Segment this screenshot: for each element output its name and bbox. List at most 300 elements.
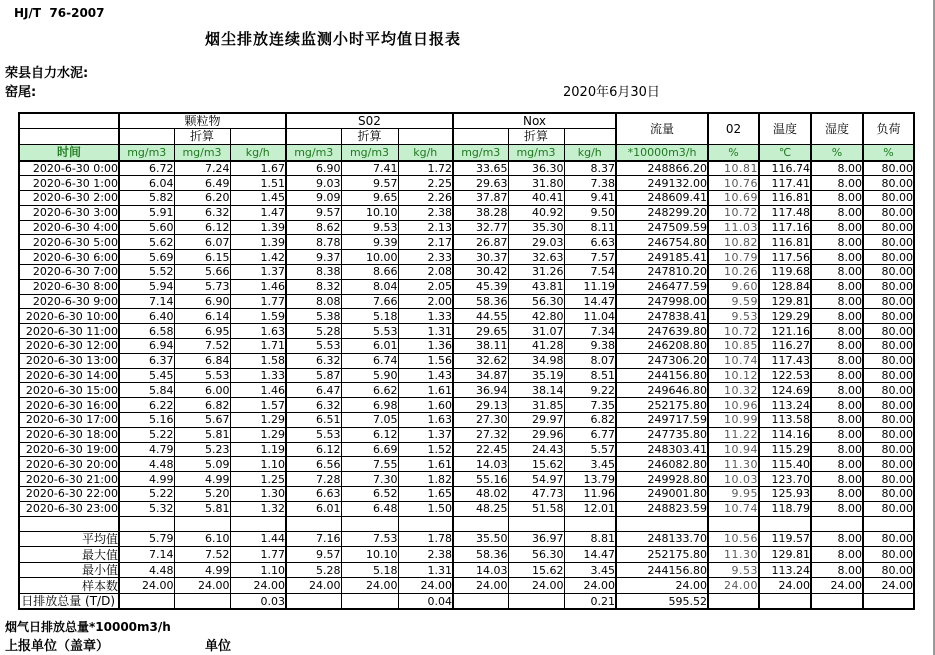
table-row <box>19 235 914 250</box>
value-cell: 11.03 <box>708 220 759 235</box>
unit-percent: % <box>811 144 863 161</box>
value-cell <box>811 516 863 531</box>
value-cell: 6.98 <box>341 398 398 413</box>
header-humidity: 湿度 <box>811 113 863 144</box>
value-cell <box>453 516 508 531</box>
time-cell: 2020-6-30 12:00 <box>19 339 119 354</box>
value-cell: 8.00 <box>811 501 863 516</box>
value-cell: 6.94 <box>119 339 174 354</box>
row-label-cell: 日排放总量 (T/D) <box>19 594 119 610</box>
value-cell: 7.24 <box>174 161 230 176</box>
value-cell: 248299.20 <box>616 205 708 220</box>
value-cell: 31.07 <box>508 324 564 339</box>
value-cell: 80.00 <box>863 383 914 398</box>
value-cell: 80.00 <box>863 442 914 457</box>
value-cell: 8.00 <box>811 562 863 578</box>
table-row <box>19 279 914 294</box>
value-cell: 1.10 <box>230 457 286 472</box>
value-cell: 6.63 <box>286 487 341 502</box>
row-label-cell: 最小值 <box>19 562 119 578</box>
value-cell: 6.63 <box>564 235 616 250</box>
value-cell: 80.00 <box>863 205 914 220</box>
value-cell: 7.28 <box>286 472 341 487</box>
value-cell: 6.32 <box>286 353 341 368</box>
value-cell: 9.37 <box>286 250 341 265</box>
value-cell: 10.32 <box>708 383 759 398</box>
time-cell: 2020-6-30 14:00 <box>19 368 119 383</box>
value-cell: 14.47 <box>564 547 616 563</box>
value-cell: 8.51 <box>564 368 616 383</box>
value-cell <box>286 516 341 531</box>
table-row <box>19 472 914 487</box>
value-cell: 1.31 <box>398 324 453 339</box>
value-cell: 1.78 <box>398 531 453 547</box>
value-cell: 9.41 <box>564 191 616 206</box>
header-so2: S02 <box>286 113 453 128</box>
time-cell: 2020-6-30 5:00 <box>19 235 119 250</box>
value-cell: 117.48 <box>759 205 811 220</box>
value-cell: 6.15 <box>174 250 230 265</box>
value-cell: 1.47 <box>230 205 286 220</box>
value-cell: 29.97 <box>508 413 564 428</box>
value-cell: 7.57 <box>564 250 616 265</box>
time-cell: 2020-6-30 6:00 <box>19 250 119 265</box>
value-cell: 8.00 <box>811 235 863 250</box>
time-cell: 2020-6-30 19:00 <box>19 442 119 457</box>
report-date: 2020年6月30日 <box>563 85 660 100</box>
value-cell: 6.74 <box>341 353 398 368</box>
value-cell: 248866.20 <box>616 161 708 176</box>
value-cell: 48.25 <box>453 501 508 516</box>
value-cell: 45.39 <box>453 279 508 294</box>
value-cell: 121.16 <box>759 324 811 339</box>
row-label-cell: 样本数 <box>19 578 119 594</box>
value-cell: 38.28 <box>453 205 508 220</box>
value-cell: 8.00 <box>811 161 863 176</box>
value-cell: 8.00 <box>811 353 863 368</box>
blank-cell <box>564 128 616 144</box>
value-cell: 128.84 <box>759 279 811 294</box>
time-cell: 2020-6-30 16:00 <box>19 398 119 413</box>
value-cell: 34.98 <box>508 353 564 368</box>
table-row <box>19 487 914 502</box>
value-cell <box>708 516 759 531</box>
value-cell <box>759 594 811 610</box>
value-cell: 24.00 <box>508 578 564 594</box>
value-cell: 6.01 <box>341 339 398 354</box>
value-cell: 1.67 <box>230 161 286 176</box>
value-cell: 27.30 <box>453 413 508 428</box>
header-o2: 02 <box>708 113 759 144</box>
value-cell: 252175.80 <box>616 547 708 563</box>
value-cell: 8.81 <box>564 531 616 547</box>
value-cell: 1.56 <box>398 353 453 368</box>
value-cell: 5.67 <box>174 413 230 428</box>
value-cell: 5.81 <box>174 427 230 442</box>
table-row <box>19 353 914 368</box>
value-cell: 35.30 <box>508 220 564 235</box>
value-cell: 5.32 <box>119 501 174 516</box>
value-cell: 36.97 <box>508 531 564 547</box>
value-cell: 9.57 <box>341 176 398 191</box>
value-cell: 5.53 <box>286 339 341 354</box>
value-cell: 58.36 <box>453 294 508 309</box>
value-cell: 1.72 <box>398 161 453 176</box>
time-cell: 2020-6-30 1:00 <box>19 176 119 191</box>
monitoring-table <box>18 112 915 610</box>
value-cell: 24.00 <box>341 578 398 594</box>
value-cell: 80.00 <box>863 191 914 206</box>
value-cell: 6.90 <box>286 161 341 176</box>
value-cell: 1.65 <box>398 487 453 502</box>
value-cell: 5.53 <box>341 324 398 339</box>
unit-label: 单位 <box>205 639 232 654</box>
value-cell: 5.91 <box>119 205 174 220</box>
value-cell: 115.29 <box>759 442 811 457</box>
value-cell: 116.81 <box>759 235 811 250</box>
value-cell: 6.12 <box>174 220 230 235</box>
value-cell: 8.00 <box>811 205 863 220</box>
value-cell: 6.32 <box>286 398 341 413</box>
value-cell: 12.01 <box>564 501 616 516</box>
value-cell: 116.81 <box>759 191 811 206</box>
value-cell: 8.00 <box>811 398 863 413</box>
value-cell: 5.90 <box>341 368 398 383</box>
value-cell: 80.00 <box>863 547 914 563</box>
value-cell: 38.11 <box>453 339 508 354</box>
value-cell: 80.00 <box>863 161 914 176</box>
value-cell <box>230 516 286 531</box>
blank-cell <box>19 128 119 144</box>
value-cell: 2.26 <box>398 191 453 206</box>
value-cell: 80.00 <box>863 235 914 250</box>
value-cell: 26.87 <box>453 235 508 250</box>
value-cell: 10.72 <box>708 205 759 220</box>
value-cell: 1.57 <box>230 398 286 413</box>
value-cell: 80.00 <box>863 427 914 442</box>
value-cell <box>341 516 398 531</box>
value-cell: 29.65 <box>453 324 508 339</box>
value-cell: 118.79 <box>759 501 811 516</box>
value-cell <box>616 516 708 531</box>
value-cell: 80.00 <box>863 531 914 547</box>
value-cell: 54.97 <box>508 472 564 487</box>
value-cell: 80.00 <box>863 413 914 428</box>
value-cell: 10.10 <box>341 205 398 220</box>
table-row <box>19 457 914 472</box>
value-cell: 1.77 <box>230 294 286 309</box>
value-cell: 5.45 <box>119 368 174 383</box>
page-title: 烟尘排放连续监测小时平均值日报表 <box>205 30 462 48</box>
value-cell: 1.32 <box>230 501 286 516</box>
value-cell: 35.19 <box>508 368 564 383</box>
value-cell: 58.36 <box>453 547 508 563</box>
value-cell: 244156.80 <box>616 368 708 383</box>
value-cell: 6.72 <box>119 161 174 176</box>
value-cell <box>119 594 174 610</box>
value-cell: 7.05 <box>341 413 398 428</box>
blank-cell <box>398 128 453 144</box>
value-cell: 24.00 <box>863 578 914 594</box>
value-cell: 31.80 <box>508 176 564 191</box>
value-cell: 249001.80 <box>616 487 708 502</box>
value-cell: 6.32 <box>174 205 230 220</box>
value-cell: 1.33 <box>398 309 453 324</box>
value-cell: 80.00 <box>863 324 914 339</box>
row-label-cell <box>19 516 119 531</box>
value-cell: 10.81 <box>708 161 759 176</box>
value-cell: 14.47 <box>564 294 616 309</box>
value-cell: 9.60 <box>708 279 759 294</box>
summary-row <box>19 578 914 594</box>
value-cell: 8.37 <box>564 161 616 176</box>
value-cell: 1.37 <box>398 427 453 442</box>
value-cell: 40.41 <box>508 191 564 206</box>
unit-kgh: kg/h <box>564 144 616 161</box>
value-cell: 6.62 <box>341 383 398 398</box>
value-cell: 11.04 <box>564 309 616 324</box>
value-cell: 6.82 <box>174 398 230 413</box>
value-cell: 6.58 <box>119 324 174 339</box>
header-load: 负荷 <box>863 113 914 144</box>
unit-flow: *10000m3/h <box>616 144 708 161</box>
value-cell: 9.09 <box>286 191 341 206</box>
table-row <box>19 339 914 354</box>
value-cell: 1.51 <box>230 176 286 191</box>
value-cell: 7.52 <box>174 339 230 354</box>
value-cell: 1.43 <box>398 368 453 383</box>
value-cell <box>508 594 564 610</box>
value-cell: 10.03 <box>708 472 759 487</box>
value-cell: 10.74 <box>708 501 759 516</box>
value-cell: 80.00 <box>863 339 914 354</box>
summary-row <box>19 594 914 610</box>
time-cell: 2020-6-30 13:00 <box>19 353 119 368</box>
value-cell: 48.02 <box>453 487 508 502</box>
value-cell: 7.30 <box>341 472 398 487</box>
value-cell: 595.52 <box>616 594 708 610</box>
value-cell: 247306.20 <box>616 353 708 368</box>
value-cell: 29.63 <box>453 176 508 191</box>
value-cell: 8.62 <box>286 220 341 235</box>
value-cell: 5.23 <box>174 442 230 457</box>
header-nox-converted: 折算 <box>508 128 564 144</box>
value-cell: 129.81 <box>759 294 811 309</box>
value-cell: 5.87 <box>286 368 341 383</box>
value-cell: 117.43 <box>759 353 811 368</box>
value-cell: 117.41 <box>759 176 811 191</box>
value-cell: 80.00 <box>863 562 914 578</box>
unit-percent: % <box>708 144 759 161</box>
value-cell: 8.00 <box>811 339 863 354</box>
value-cell: 6.04 <box>119 176 174 191</box>
value-cell: 1.61 <box>398 457 453 472</box>
table-row <box>19 413 914 428</box>
value-cell: 40.92 <box>508 205 564 220</box>
unit-mgm3: mg/m3 <box>341 144 398 161</box>
unit-mgm3: mg/m3 <box>286 144 341 161</box>
value-cell: 6.01 <box>286 501 341 516</box>
value-cell: 29.96 <box>508 427 564 442</box>
value-cell: 1.77 <box>230 547 286 563</box>
value-cell: 6.10 <box>174 531 230 547</box>
value-cell: 10.79 <box>708 250 759 265</box>
value-cell: 246208.80 <box>616 339 708 354</box>
value-cell: 8.00 <box>811 176 863 191</box>
value-cell: 7.14 <box>119 547 174 563</box>
value-cell: 248609.41 <box>616 191 708 206</box>
value-cell: 14.03 <box>453 562 508 578</box>
value-cell <box>174 594 230 610</box>
value-cell: 34.87 <box>453 368 508 383</box>
value-cell: 35.50 <box>453 531 508 547</box>
table-row <box>19 220 914 235</box>
table-row <box>19 176 914 191</box>
value-cell: 9.39 <box>341 235 398 250</box>
value-cell: 8.38 <box>286 265 341 280</box>
value-cell: 5.84 <box>119 383 174 398</box>
value-cell: 2.33 <box>398 250 453 265</box>
value-cell: 41.28 <box>508 339 564 354</box>
value-cell: 2.05 <box>398 279 453 294</box>
value-cell: 5.52 <box>119 265 174 280</box>
value-cell: 247998.00 <box>616 294 708 309</box>
value-cell: 56.30 <box>508 547 564 563</box>
value-cell: 8.00 <box>811 383 863 398</box>
value-cell: 8.00 <box>811 324 863 339</box>
value-cell: 80.00 <box>863 457 914 472</box>
value-cell: 10.69 <box>708 191 759 206</box>
value-cell: 246082.80 <box>616 457 708 472</box>
value-cell: 44.55 <box>453 309 508 324</box>
value-cell: 24.00 <box>398 578 453 594</box>
value-cell: 10.12 <box>708 368 759 383</box>
value-cell: 125.93 <box>759 487 811 502</box>
value-cell: 8.00 <box>811 191 863 206</box>
value-cell: 8.00 <box>811 250 863 265</box>
value-cell: 31.26 <box>508 265 564 280</box>
value-cell: 1.37 <box>230 265 286 280</box>
value-cell: 47.73 <box>508 487 564 502</box>
value-cell: 7.14 <box>119 294 174 309</box>
value-cell: 8.00 <box>811 265 863 280</box>
value-cell: 4.48 <box>119 457 174 472</box>
value-cell: 29.13 <box>453 398 508 413</box>
time-cell: 2020-6-30 10:00 <box>19 309 119 324</box>
value-cell: 7.54 <box>564 265 616 280</box>
row-label-cell: 最大值 <box>19 547 119 563</box>
value-cell <box>174 516 230 531</box>
value-cell: 8.00 <box>811 442 863 457</box>
value-cell: 1.39 <box>230 235 286 250</box>
value-cell: 14.03 <box>453 457 508 472</box>
unit-celsius: ℃ <box>759 144 811 161</box>
value-cell: 249928.80 <box>616 472 708 487</box>
value-cell: 1.42 <box>230 250 286 265</box>
value-cell: 9.53 <box>708 562 759 578</box>
value-cell: 5.62 <box>119 235 174 250</box>
value-cell: 80.00 <box>863 279 914 294</box>
value-cell: 1.39 <box>230 220 286 235</box>
value-cell: 4.99 <box>174 472 230 487</box>
value-cell: 6.51 <box>286 413 341 428</box>
value-cell: 1.50 <box>398 501 453 516</box>
value-cell: 6.47 <box>286 383 341 398</box>
table-row <box>19 265 914 280</box>
value-cell: 1.44 <box>230 531 286 547</box>
value-cell: 2.13 <box>398 220 453 235</box>
value-cell: 8.11 <box>564 220 616 235</box>
value-cell: 5.53 <box>174 368 230 383</box>
value-cell: 10.56 <box>708 531 759 547</box>
value-cell: 80.00 <box>863 176 914 191</box>
value-cell: 113.24 <box>759 398 811 413</box>
value-cell: 6.95 <box>174 324 230 339</box>
value-cell: 4.48 <box>119 562 174 578</box>
header-so2-converted: 折算 <box>341 128 398 144</box>
value-cell: 248823.59 <box>616 501 708 516</box>
value-cell <box>341 594 398 610</box>
value-cell: 3.45 <box>564 562 616 578</box>
value-cell: 15.62 <box>508 457 564 472</box>
unit-kgh: kg/h <box>398 144 453 161</box>
value-cell: 7.35 <box>564 398 616 413</box>
blank-cell <box>286 128 341 144</box>
value-cell: 252175.80 <box>616 398 708 413</box>
value-cell: 247735.80 <box>616 427 708 442</box>
value-cell: 6.49 <box>174 176 230 191</box>
value-cell: 32.62 <box>453 353 508 368</box>
value-cell: 4.99 <box>119 472 174 487</box>
value-cell: 8.00 <box>811 547 863 563</box>
value-cell: 9.59 <box>708 294 759 309</box>
time-cell: 2020-6-30 21:00 <box>19 472 119 487</box>
value-cell: 1.61 <box>398 383 453 398</box>
value-cell: 24.00 <box>708 578 759 594</box>
value-cell: 6.48 <box>341 501 398 516</box>
value-cell: 5.69 <box>119 250 174 265</box>
value-cell: 5.18 <box>341 562 398 578</box>
value-cell: 24.00 <box>564 578 616 594</box>
value-cell <box>863 594 914 610</box>
value-cell: 8.00 <box>811 279 863 294</box>
value-cell <box>453 594 508 610</box>
time-cell: 2020-6-30 17:00 <box>19 413 119 428</box>
value-cell <box>508 516 564 531</box>
value-cell: 6.52 <box>341 487 398 502</box>
value-cell: 8.00 <box>811 472 863 487</box>
standard-code: HJ/T 76-2007 <box>14 6 105 20</box>
unit-mgm3: mg/m3 <box>508 144 564 161</box>
time-cell: 2020-6-30 8:00 <box>19 279 119 294</box>
value-cell: 8.00 <box>811 427 863 442</box>
value-cell: 119.57 <box>759 531 811 547</box>
value-cell: 7.41 <box>341 161 398 176</box>
value-cell: 1.19 <box>230 442 286 457</box>
value-cell: 249132.00 <box>616 176 708 191</box>
unit-mgm3: mg/m3 <box>453 144 508 161</box>
value-cell: 1.29 <box>230 427 286 442</box>
value-cell <box>811 594 863 610</box>
value-cell <box>398 516 453 531</box>
value-cell: 36.94 <box>453 383 508 398</box>
value-cell: 5.16 <box>119 413 174 428</box>
value-cell: 0.21 <box>564 594 616 610</box>
value-cell: 248133.70 <box>616 531 708 547</box>
value-cell: 5.22 <box>119 487 174 502</box>
value-cell: 8.07 <box>564 353 616 368</box>
value-cell: 1.63 <box>398 413 453 428</box>
